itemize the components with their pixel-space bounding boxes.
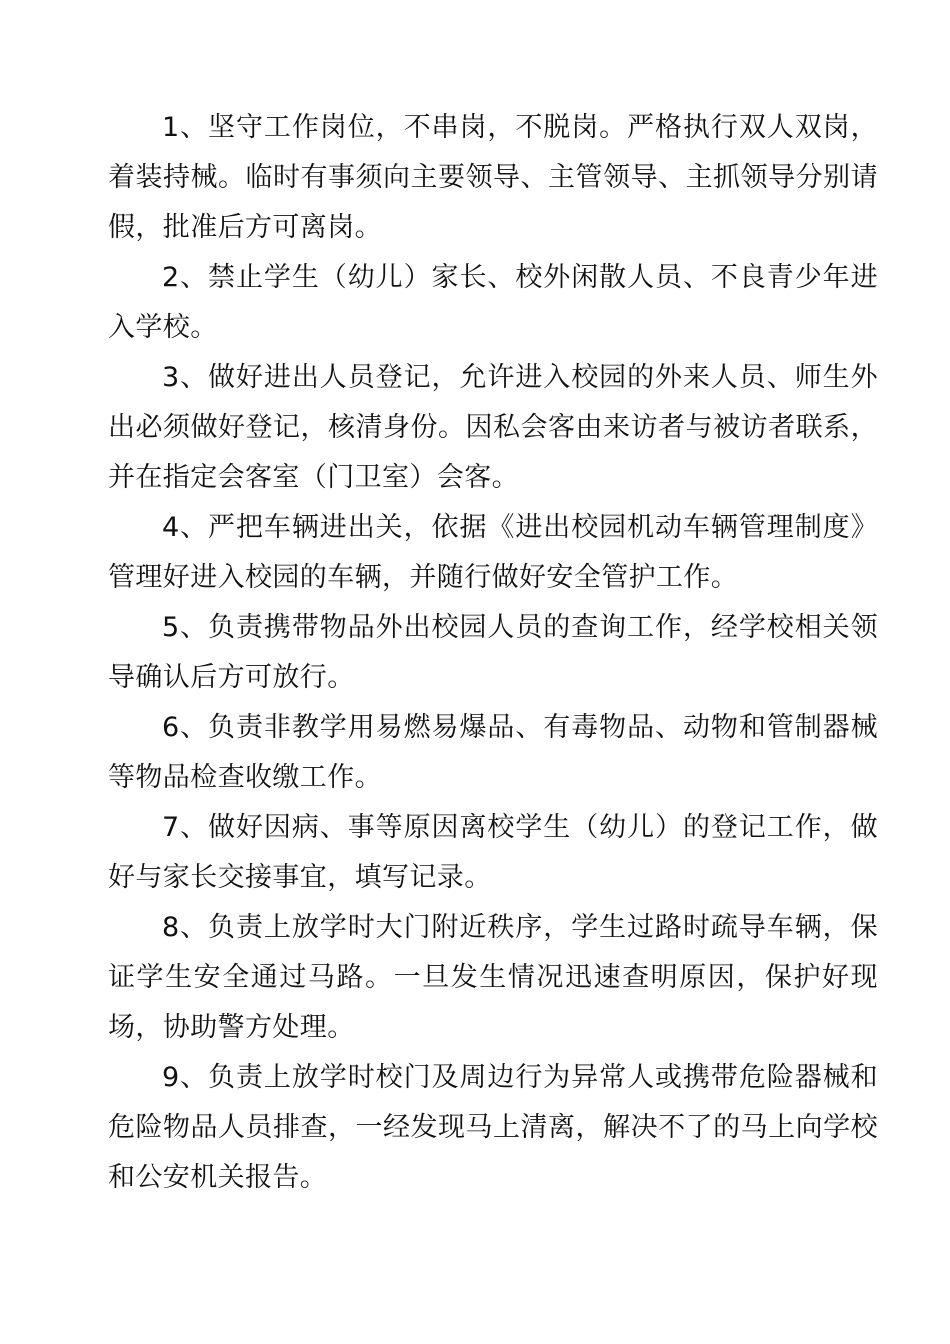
rule-paragraph-7: 7、做好因病、事等原因离校学生（幼儿）的登记工作，做好与家长交接事宜，填写记录。 <box>108 812 878 893</box>
rule-paragraph-8: 8、负责上放学时大门附近秩序，学生过路时疏导车辆，保证学生安全通过马路。一旦发生情况迅速查明原因，保护好现场，协助警方处理。 <box>108 912 878 1043</box>
rule-paragraph-5: 5、负责携带物品外出校园人员的查询工作，经学校相关领导确认后方可放行。 <box>108 612 878 693</box>
rule-paragraph-4: 4、严把车辆进出关，依据《进出校园机动车辆管理制度》管理好进入校园的车辆，并随行做好安全管护工作。 <box>108 512 878 593</box>
rule-paragraph-6: 6、负责非教学用易燃易爆品、有毒物品、动物和管制器械等物品检查收缴工作。 <box>108 712 878 793</box>
rule-paragraph-2: 2、禁止学生（幼儿）家长、校外闲散人员、不良青少年进入学校。 <box>108 262 878 343</box>
rule-paragraph-1: 1、坚守工作岗位，不串岗，不脱岗。严格执行双人双岗，着装持械。临时有事须向主要领导、主管领导、主抓领导分别请假，批准后方可离岗。 <box>108 112 878 243</box>
rule-paragraph-3: 3、做好进出人员登记，允许进入校园的外来人员、师生外出必须做好登记，核清身份。因私会客由来访者与被访者联系，并在指定会客室（门卫室）会客。 <box>108 362 878 493</box>
rule-paragraph-9: 9、负责上放学时校门及周边行为异常人或携带危险器械和危险物品人员排查，一经发现马上清离，解决不了的马上向学校和公安机关报告。 <box>108 1062 878 1193</box>
